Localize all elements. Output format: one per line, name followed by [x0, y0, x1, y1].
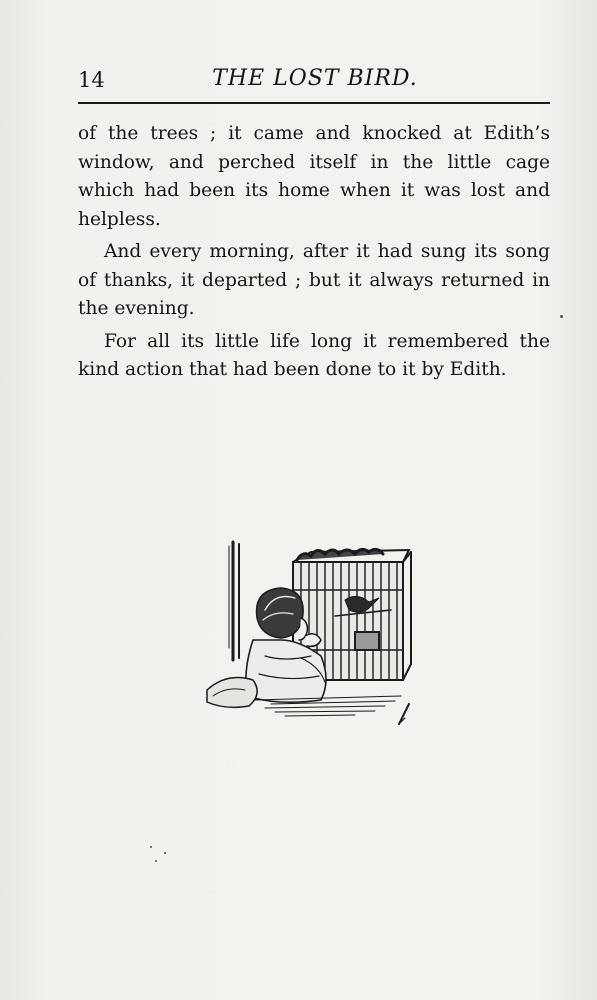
ink-speck — [560, 315, 563, 318]
header-rule — [78, 102, 550, 104]
running-title: THE LOST BIRD. — [212, 66, 418, 91]
paragraph-3: For all its little life long it remembered the kind action that had been done to it by Edith. — [78, 330, 550, 380]
body-text — [78, 120, 550, 389]
ink-speck — [150, 846, 152, 848]
book-page — [78, 56, 552, 956]
running-head — [78, 62, 552, 98]
ink-speck — [155, 860, 157, 862]
ink-speck — [164, 852, 166, 854]
girl-with-birdcage-engraving — [205, 540, 425, 730]
paragraph-1: of the trees ; it came and knocked at Edith’s window, and perched itself in the little cage which had been its home when it was lost and helpless. — [78, 123, 550, 230]
page-number: 14 — [78, 68, 105, 92]
paragraph-2: And every morning, after it had sung its song of thanks, it departed ; but it always returned in the evening. — [78, 241, 550, 319]
